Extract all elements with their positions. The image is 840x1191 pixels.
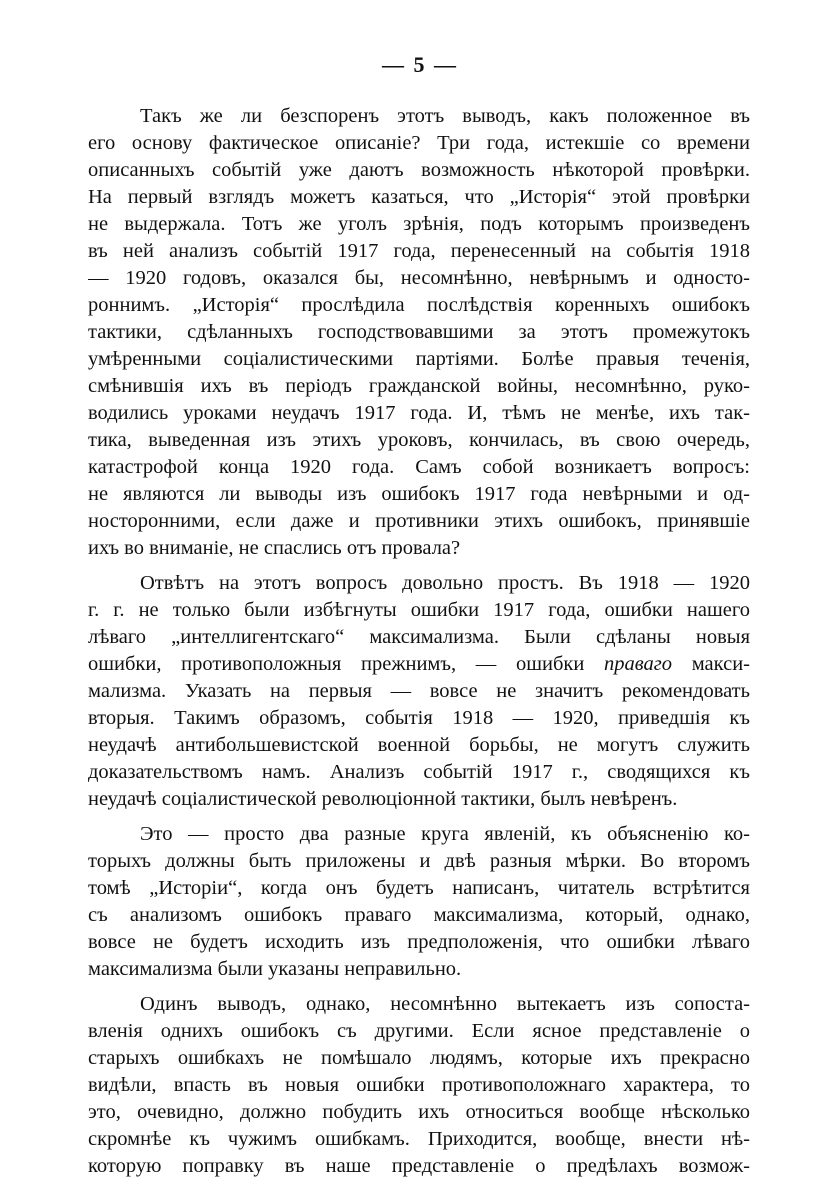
text-line: старыхъ ошибкахъ не помѣшало людямъ, которые ихъ прекрасно [88,1047,750,1069]
text-line: томѣ „Исторiи“, когда онъ будетъ написанъ, читатель встрѣтится [88,877,750,899]
emphasized-word: праваго [604,653,673,675]
text-line: вторыя. Такимъ образомъ, событiя 1918 — 1920, приведшiя къ [88,707,750,729]
text-line: водились уроками неудачъ 1917 года. И, тѣмъ не менѣе, ихъ так- [88,402,750,424]
page-number: — 5 — [382,52,458,77]
text-line: тика, выведенная изъ этихъ уроковъ, кончилась, въ свою очередь, [88,429,750,451]
text-line: неудачѣ антибольшевистской военной борьбы, не могутъ служить [88,734,750,756]
text-line: не являются ли выводы изъ ошибокъ 1917 года невѣрными и од- [88,483,750,505]
text-line: съ анализомъ ошибокъ праваго максимализма, который, однако, [88,904,750,926]
paragraph [88,103,750,562]
text-line: Это — просто два разные круга явленiй, къ объясненiю ко- [140,823,750,845]
body-text [88,103,750,1180]
text-line: видѣли, впасть въ новыя ошибки противоположнаго характера, то [88,1074,750,1096]
text-line: На первый взглядъ можетъ казаться, что „Исторiя“ этой провѣрки [88,186,750,208]
text-line: неудачѣ соцiалистической революцiонной тактики, былъ невѣренъ. [88,788,678,810]
text-line: ихъ во вниманiе, не спаслись отъ провала? [88,537,461,559]
text-line: которую поправку въ наше представленiе о предѣлахъ возмож- [88,1155,750,1177]
text-line: скромнѣе къ чужимъ ошибкамъ. Приходится, вообще, внести нѣ- [88,1128,750,1150]
paragraph-gap [88,983,750,991]
text-line: катастрофой конца 1920 года. Самъ собой возникаетъ вопросъ: [88,456,750,478]
text-line: максимализма были указаны неправильно. [88,958,462,980]
text-line: доказательствомъ намъ. Анализъ событiй 1917 г., сводящихся къ [88,761,750,783]
text-line: лѣваго „интеллигентскаго“ максимализма. Были сдѣланы новыя [88,626,750,648]
text-line: тактики, сдѣланныхъ господствовавшими за этотъ промежутокъ [88,321,750,343]
text-line: носторонними, если даже и противники этихъ ошибокъ, принявшiе [88,510,750,532]
paragraph [88,570,750,813]
text-line: мализма. Указать на первыя — вовсе не значитъ рекомендовать [88,680,750,702]
text-line: въ ней анализъ событiй 1917 года, перенесенный на событiя 1918 [88,240,750,262]
text-line: не выдержала. Тотъ же уголъ зрѣнiя, подъ которымъ произведенъ [88,213,750,235]
text-line: Такъ же ли безспоренъ этотъ выводъ, какъ положенное въ [140,105,750,127]
text-line: ошибки, противоположныя прежнимъ, — ошибки праваго макси- [88,653,750,675]
text-line: Одинъ выводъ, однако, несомнѣнно вытекаетъ изъ сопоста- [140,993,750,1015]
text-line: г. г. не только были избѣгнуты ошибки 1917 года, ошибки нашего [88,599,750,621]
paragraph [88,821,750,983]
paragraph-gap [88,562,750,570]
text-line: роннимъ. „Исторiя“ прослѣдила послѣдствiя коренныхъ ошибокъ [88,294,750,316]
text-line: его основу фактическое описанiе? Три года, истекшiе со времени [88,132,750,154]
text-line: вовсе не будетъ исходить изъ предположенiя, что ошибки лѣваго [88,931,750,953]
text-line: смѣнившiя ихъ въ перiодъ гражданской войны, несомнѣнно, руко- [88,375,750,397]
paragraph [88,991,750,1180]
text-line: вленiя однихъ ошибокъ съ другими. Если ясное представленiе о [88,1020,750,1042]
text-line: Отвѣтъ на этотъ вопросъ довольно простъ. Въ 1918 — 1920 [140,572,750,594]
text-line: умѣренными соцiалистическими партiями. Болѣе правыя теченiя, [88,348,750,370]
text-line: торыхъ должны быть приложены и двѣ разныя мѣрки. Во второмъ [88,850,750,872]
text-line: описанныхъ событiй уже даютъ возможность нѣкоторой провѣрки. [88,159,750,181]
paragraph-gap [88,813,750,821]
text-line: это, очевидно, должно побудить ихъ относиться вообще нѣсколько [88,1101,750,1123]
text-line: — 1920 годовъ, оказался бы, несомнѣнно, невѣрнымъ и односто- [88,267,750,289]
